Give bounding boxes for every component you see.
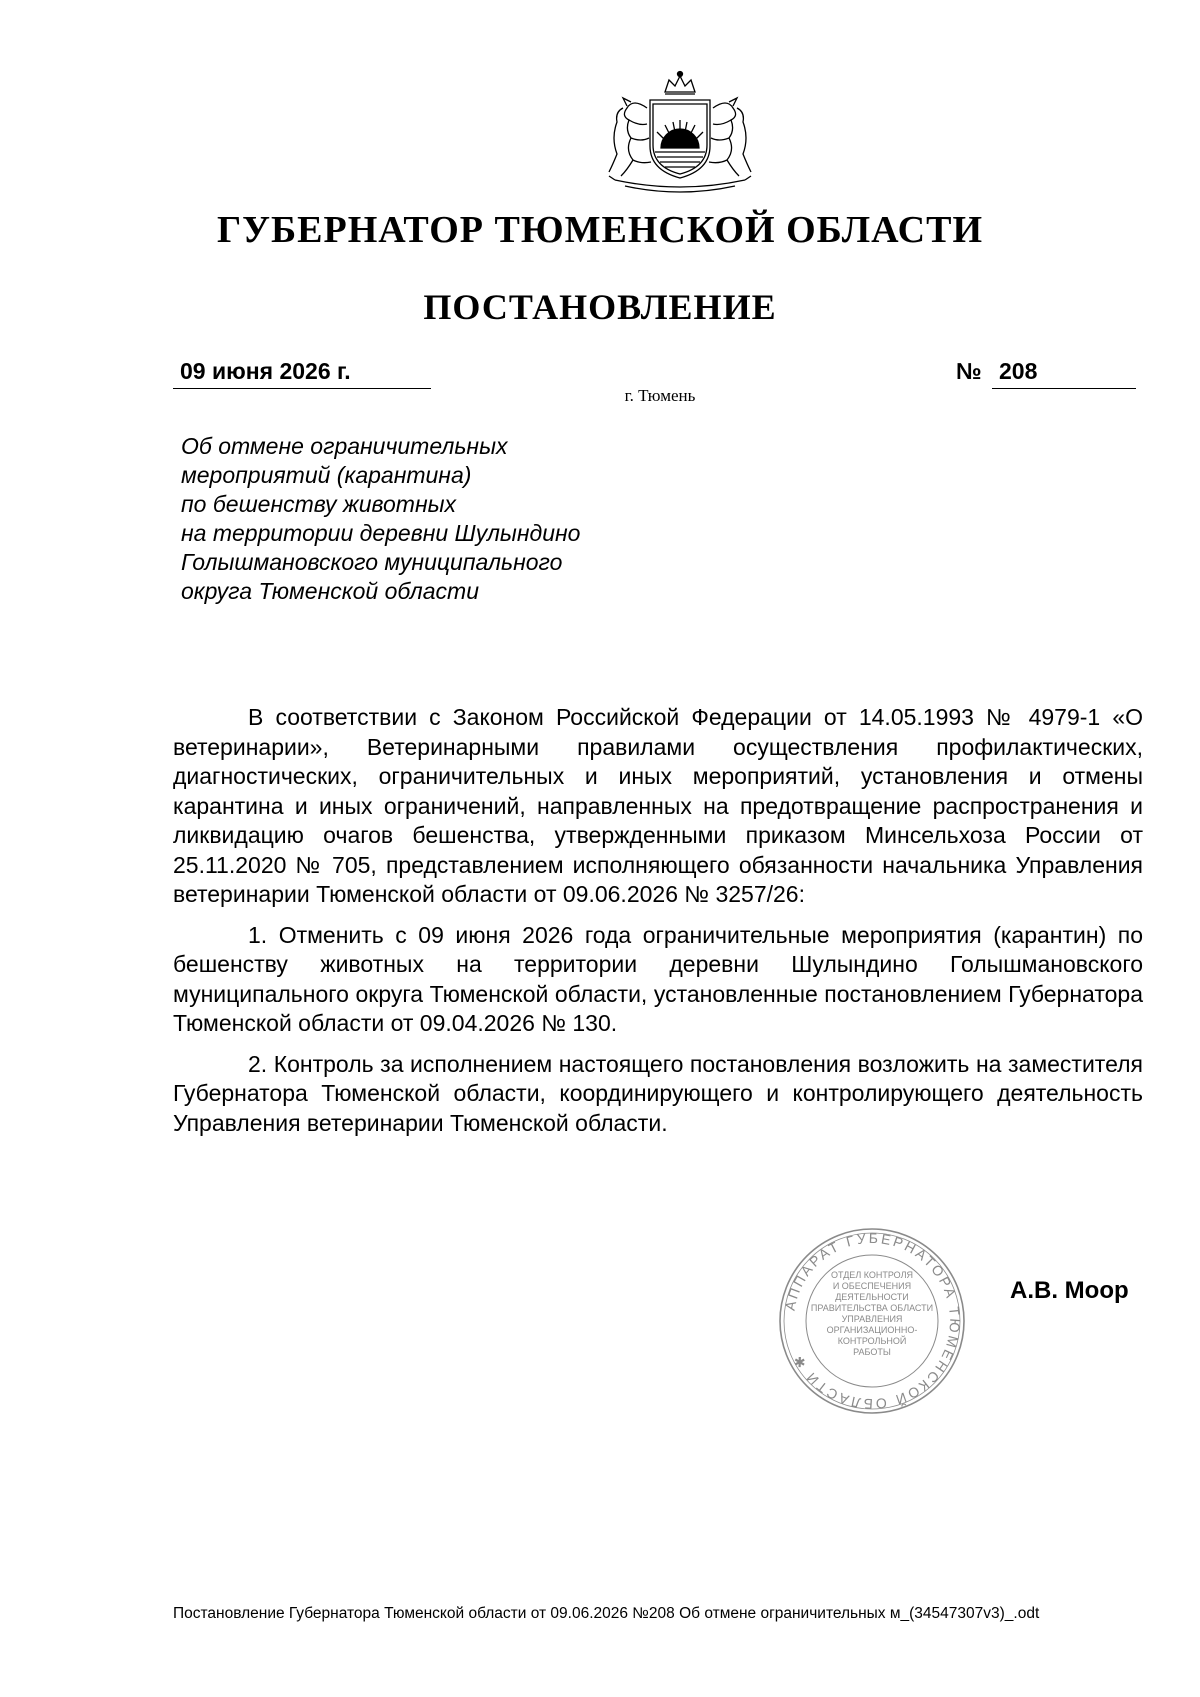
svg-text:ОТДЕЛ КОНТРОЛЯ: ОТДЕЛ КОНТРОЛЯ <box>831 1270 913 1280</box>
signatory-name: А.В. Моор <box>1010 1277 1129 1304</box>
coat-of-arms-icon <box>595 68 765 198</box>
document-number-field <box>992 358 1136 389</box>
subject-line: Голышмановского муниципального <box>181 549 563 575</box>
preamble-paragraph: В соответствии с Законом Российской Федерации от 14.05.1993 № 4979-1 «О ветеринарии», Ветеринарными правилами осуществления профилактических, диагностических, ограничительных и иных мероприятий, установления и отмены карантина и иных ограничений, направленных на предотвращение распространения и ликвидацию очагов бешенства, утвержденными приказом Минсельхоза России от 25.11.2020 № 705, представлением исполняющего обязанности начальника Управления ветеринарии Тюменской области от 09.06.2026 № 3257/26: <box>173 704 1143 907</box>
organization-title: ГУБЕРНАТОР ТЮМЕНСКОЙ ОБЛАСТИ <box>216 209 984 251</box>
clause-2-paragraph: 2. Контроль за исполнением настоящего постановления возложить на заместителя Губернатора Тюменской области, координирующего и контролирующего деятельность Управления ветеринарии Тюменской области. <box>173 1050 1143 1136</box>
document-subject <box>181 432 741 606</box>
svg-text:КОНТРОЛЬНОЙ: КОНТРОЛЬНОЙ <box>837 1336 907 1346</box>
subject-line: по бешенству животных <box>181 491 457 517</box>
subject-line: мероприятий (карантина) <box>181 462 472 488</box>
svg-text:АППАРАТ ГУБЕРНАТОРА ТЮМЕНСКОЙ: АППАРАТ ГУБЕРНАТОРА ТЮМЕНСКОЙ ОБЛАСТИ ✱ <box>781 1229 964 1413</box>
city-label: г. Тюмень <box>624 386 696 405</box>
svg-text:РАБОТЫ: РАБОТЫ <box>853 1347 891 1357</box>
official-seal-icon <box>777 1226 967 1416</box>
footer-file-name: Постановление Губернатора Тюменской области от 09.06.2026 №208 Об отмене ограничительных м_(34547307v3)_.odt <box>173 1605 1040 1622</box>
svg-text:ДЕЯТЕЛЬНОСТИ: ДЕЯТЕЛЬНОСТИ <box>835 1292 909 1302</box>
document-body <box>173 703 1143 1149</box>
svg-text:УПРАВЛЕНИЯ: УПРАВЛЕНИЯ <box>841 1314 903 1324</box>
subject-line: округа Тюменской области <box>181 578 480 604</box>
svg-text:ПРАВИТЕЛЬСТВА ОБЛАСТИ: ПРАВИТЕЛЬСТВА ОБЛАСТИ <box>810 1303 934 1313</box>
document-number: 208 <box>999 358 1038 384</box>
svg-text:ОРГАНИЗАЦИОННО-: ОРГАНИЗАЦИОННО- <box>826 1325 918 1335</box>
document-date-field <box>173 358 431 389</box>
subject-line: на территории деревни Шулындино <box>181 520 581 546</box>
subject-line: Об отмене ограничительных <box>181 433 508 459</box>
document-type-title: ПОСТАНОВЛЕНИЕ <box>423 287 777 327</box>
clause-1-paragraph: 1. Отменить с 09 июня 2026 года ограничительные мероприятия (карантин) по бешенству животных на территории деревни Шулындино Голышмановского муниципального округа Тюменской области, установленные постановлением Губернатора Тюменской области от 09.04.2026 № 130. <box>173 921 1143 1036</box>
svg-text:И ОБЕСПЕЧЕНИЯ: И ОБЕСПЕЧЕНИЯ <box>832 1281 912 1291</box>
document-number-label: № <box>956 358 982 384</box>
document-date: 09 июня 2026 г. <box>180 358 351 384</box>
